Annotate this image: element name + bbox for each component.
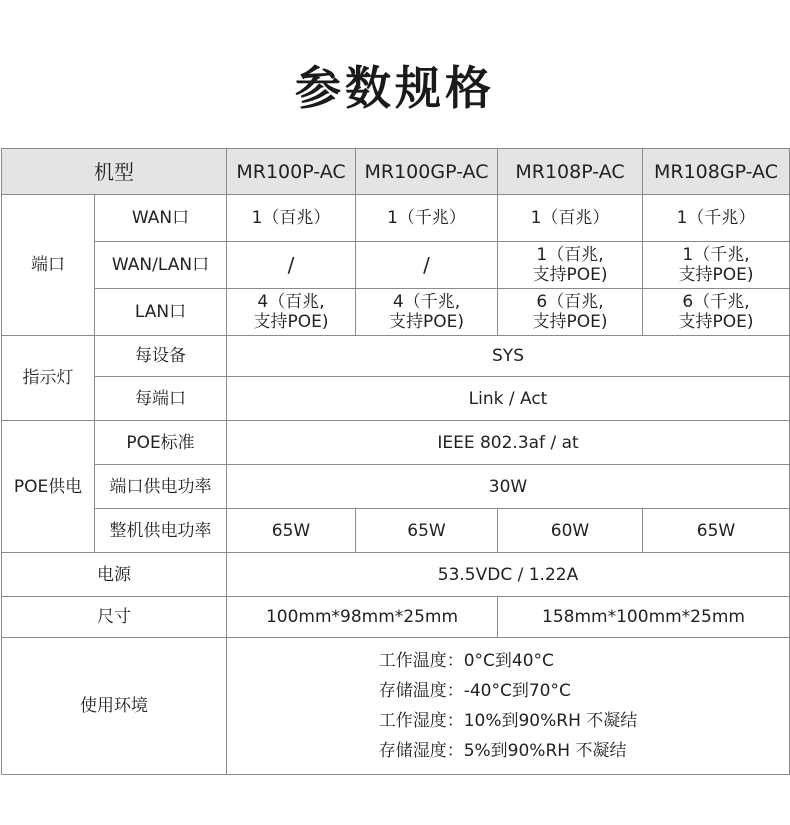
wanlan-row bbox=[2, 242, 790, 289]
environment-list bbox=[379, 646, 638, 766]
header-row bbox=[2, 149, 790, 195]
spec-line: 6（千兆, bbox=[682, 292, 750, 312]
spec-cell bbox=[498, 289, 643, 336]
spec-line: 6（百兆, bbox=[536, 292, 604, 312]
spec-cell: 1（千兆） bbox=[356, 195, 498, 242]
ports-group-label: 端口 bbox=[2, 195, 95, 336]
total-power-label: 整机供电功率 bbox=[95, 509, 227, 553]
spec-cell bbox=[356, 289, 498, 336]
model-name: MR100P-AC bbox=[227, 149, 356, 195]
poe-standard-label: POE标准 bbox=[95, 421, 227, 465]
environment-line: 工作温度：0°C到40°C bbox=[378, 651, 554, 671]
model-name: MR108GP-AC bbox=[643, 149, 790, 195]
model-name: MR100GP-AC bbox=[356, 149, 498, 195]
spec-cell: 1（千兆） bbox=[643, 195, 790, 242]
poe-total-power-row bbox=[2, 509, 790, 553]
per-port-label: 每端口 bbox=[95, 377, 227, 421]
indicator-port-row bbox=[2, 377, 790, 421]
spec-cell: IEEE 802.3af / at bbox=[227, 421, 790, 465]
size-label: 尺寸 bbox=[2, 597, 227, 638]
spec-cell: 65W bbox=[356, 509, 498, 553]
wanlan-label: WAN/LAN口 bbox=[95, 242, 227, 289]
wan-label: WAN口 bbox=[95, 195, 227, 242]
spec-cell bbox=[643, 242, 790, 289]
spec-cell: SYS bbox=[227, 336, 790, 377]
spec-line: 支持POE) bbox=[532, 265, 608, 285]
indicator-group-label: 指示灯 bbox=[2, 336, 95, 421]
power-label: 电源 bbox=[2, 553, 227, 597]
wan-row bbox=[2, 195, 790, 242]
indicator-device-row bbox=[2, 336, 790, 377]
power-row bbox=[2, 553, 790, 597]
spec-cell: / bbox=[356, 242, 498, 289]
size-row bbox=[2, 597, 790, 638]
spec-cell bbox=[643, 289, 790, 336]
lan-row bbox=[2, 289, 790, 336]
environment-line: 存储湿度：5%到90%RH 不凝结 bbox=[378, 741, 627, 761]
spec-table bbox=[1, 148, 790, 775]
spec-line: 4（百兆, bbox=[257, 292, 325, 312]
spec-line: 1（千兆, bbox=[682, 245, 750, 265]
spec-cell: 65W bbox=[227, 509, 356, 553]
poe-port-power-row bbox=[2, 465, 790, 509]
spec-cell: 1（百兆） bbox=[498, 195, 643, 242]
environment-label: 使用环境 bbox=[2, 638, 227, 775]
spec-line: 支持POE) bbox=[388, 312, 464, 332]
model-label: 机型 bbox=[2, 149, 227, 195]
spec-line: 支持POE) bbox=[532, 312, 608, 332]
spec-cell: 60W bbox=[498, 509, 643, 553]
poe-standard-row bbox=[2, 421, 790, 465]
environment-cell bbox=[227, 638, 790, 775]
spec-line: 支持POE) bbox=[253, 312, 329, 332]
spec-cell: 65W bbox=[643, 509, 790, 553]
spec-cell: 53.5VDC / 1.22A bbox=[227, 553, 790, 597]
spec-line: 1（百兆, bbox=[536, 245, 604, 265]
spec-cell: 30W bbox=[227, 465, 790, 509]
per-device-label: 每设备 bbox=[95, 336, 227, 377]
spec-line: 支持POE) bbox=[678, 312, 754, 332]
port-power-label: 端口供电功率 bbox=[95, 465, 227, 509]
environment-line: 工作湿度：10%到90%RH 不凝结 bbox=[378, 711, 638, 731]
environment-row bbox=[2, 638, 790, 775]
spec-cell: / bbox=[227, 242, 356, 289]
page-title: 参数规格 bbox=[295, 61, 495, 115]
spec-line: 支持POE) bbox=[678, 265, 754, 285]
spec-line: 4（千兆, bbox=[392, 292, 461, 312]
model-name: MR108P-AC bbox=[498, 149, 643, 195]
spec-cell: Link / Act bbox=[227, 377, 790, 421]
spec-cell bbox=[498, 242, 643, 289]
lan-label: LAN口 bbox=[95, 289, 227, 336]
spec-cell: 1（百兆） bbox=[227, 195, 356, 242]
poe-group-label: POE供电 bbox=[2, 421, 95, 553]
environment-line: 存储温度：-40°C到70°C bbox=[378, 681, 571, 701]
spec-cell: 100mm*98mm*25mm bbox=[227, 597, 498, 638]
spec-cell bbox=[227, 289, 356, 336]
spec-cell: 158mm*100mm*25mm bbox=[498, 597, 790, 638]
